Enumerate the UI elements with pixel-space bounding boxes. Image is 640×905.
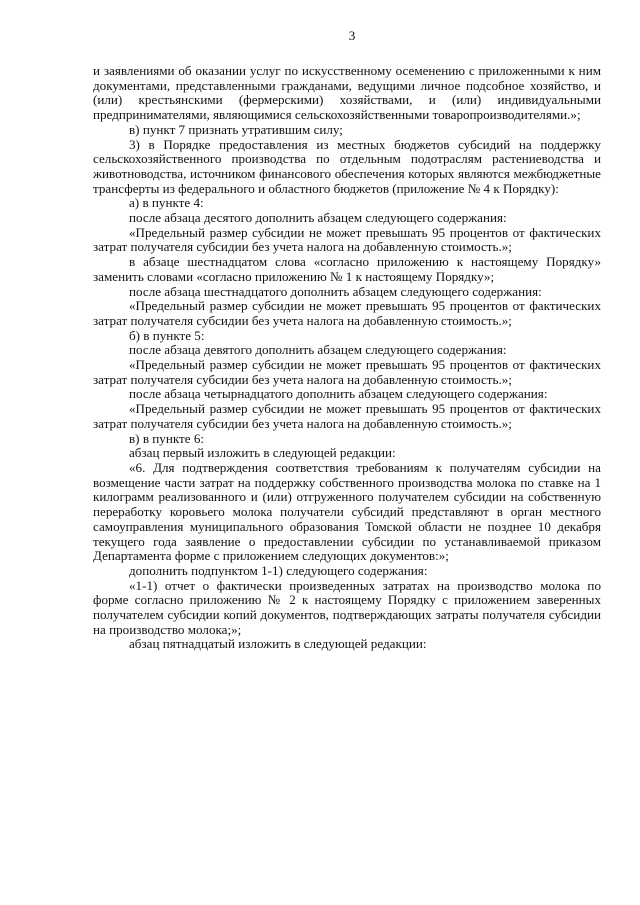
paragraph: в абзаце шестнадцатом слова «согласно приложению к настоящему Порядку» заменить словами «согласно приложению № 1 к настоящему Порядку»;	[93, 254, 601, 284]
paragraph: 3) в Порядке предоставления из местных бюджетов субсидий на поддержку сельскохозяйственного производства по отдельным подотраслям растениеводства и животноводства, источником финансового обеспечения которых являются межбюджетные трансферты из федерального и областного бюджетов (приложение № 4 к Порядку):	[93, 136, 601, 196]
paragraph: абзац первый изложить в следующей редакции:	[129, 445, 396, 461]
paragraph: в) пункт 7 признать утратившим силу;	[129, 121, 343, 137]
paragraph: дополнить подпунктом 1-1) следующего содержания:	[129, 562, 428, 578]
page-number: 3	[348, 28, 356, 43]
paragraph: «6. Для подтверждения соответствия требованиям к получателям субсидии на возмещение части затрат на поддержку собственного производства молока по ставке на 1 килограмм реализованного и (или) отгруженного получателем субсидии на собственную переработку коровьего молока получатели субсидий представляют в орган местного самоуправления муниципального образования Томской области не позднее 10 декабря текущего года заявление о предоставлении субсидии по устанавливаемой приказом Департамента форме с приложением следующих документов:»;	[93, 459, 601, 564]
paragraph: б) в пункте 5:	[129, 327, 205, 343]
paragraph: «Предельный размер субсидии не может превышать 95 процентов от фактических затрат получателя субсидии без учета налога на добавленную стоимость.»;	[93, 401, 601, 431]
paragraph: после абзаца четырнадцатого дополнить абзацем следующего содержания:	[129, 386, 548, 402]
paragraph: а) в пункте 4:	[129, 195, 204, 211]
paragraph: абзац пятнадцатый изложить в следующей редакции:	[129, 636, 427, 652]
paragraph: после абзаца шестнадцатого дополнить абзацем следующего содержания:	[129, 283, 542, 299]
paragraph: в) в пункте 6:	[129, 430, 205, 446]
paragraph: «1-1) отчет о фактически произведенных затратах на производство молока по форме согласно приложению № 2 к настоящему Порядку с приложением заверенных получателем субсидии копий документов, подтверждающих затраты получателя субсидии на производство молока;»;	[93, 577, 601, 637]
paragraph: «Предельный размер субсидии не может превышать 95 процентов от фактических затрат получателя субсидии без учета налога на добавленную стоимость.»;	[93, 357, 601, 387]
document-body	[93, 64, 601, 652]
paragraph: после абзаца девятого дополнить абзацем следующего содержания:	[129, 342, 507, 358]
paragraph: после абзаца десятого дополнить абзацем следующего содержания:	[129, 210, 507, 226]
paragraph: и заявлениями об оказании услуг по искусственному осеменению с приложенными к ним документами, представленными гражданами, ведущими личное подсобное хозяйство, и (или) крестьянскими (фермерскими) хозяйствами, и (или) индивидуальными предпринимателями, являющимися сельскохозяйственными товаропроизводителями.»;	[93, 63, 601, 123]
paragraph: «Предельный размер субсидии не может превышать 95 процентов от фактических затрат получателя субсидии без учета налога на добавленную стоимость.»;	[93, 298, 601, 328]
paragraph: «Предельный размер субсидии не может превышать 95 процентов от фактических затрат получателя субсидии без учета налога на добавленную стоимость.»;	[93, 224, 601, 255]
